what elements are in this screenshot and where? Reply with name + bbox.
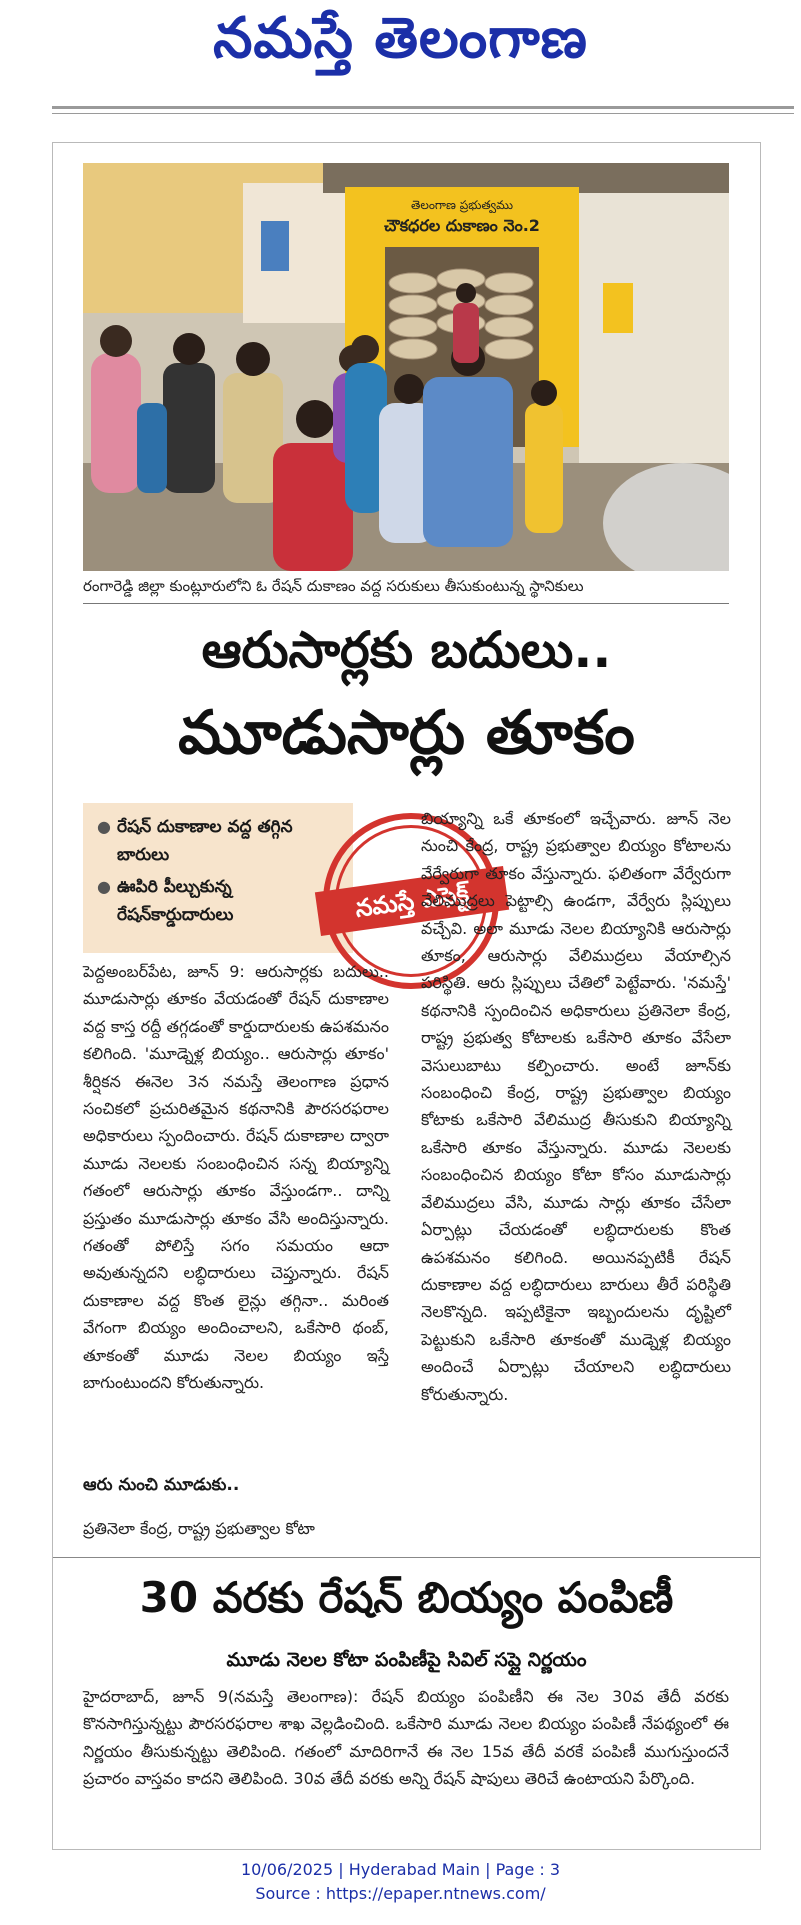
masthead-rule [52,106,794,109]
story-left-continued: ప్రతినెలా కేంద్ర, రాష్ట్ర ప్రభుత్వాల కోటా [83,1519,315,1538]
story-left-column: పెద్దఅంబర్‌పేట, జూన్ 9: ఆరుసార్లకు బదులు.. మూడుసార్లు తూకం వేయడంతో రేషన్ దుకాణాల వద్ద కాస్త రద్దీ తగ్గడంతో కార్డుదారులకు ఉపశమనం కలిగింది. 'మూడ్నెళ్ల బియ్యం.. ఆరుసార్లు తూకం' శీర్షికన ఈనెల 3న నమస్తే తెలంగాణ ప్రధాన సంచికలో ప్రచురితమైన కథనానికి పౌరసరఫరాల అధికారులు స్పందించారు. రేషన్ దుకాణాల ద్వారా మూడు నెలలకు సంబంధించిన సన్న బియ్యాన్ని గతంలో ఆరుసార్లు తూకం వేస్తుండగా.. దాన్ని ప్రస్తుతం మూడుసార్లు తూకం వేసి అందిస్తున్నారు. గతంతో పోలిస్తే సగం సమయం ఆదా అవుతున్నదని లబ్ధిదారులు చెప్తున్నారు. రేషన్ దుకాణాల వద్ద కొంత లైన్లు తగ్గినా.. మరింత వేగంగా బియ్యం అందించాలని, ఒకేసారి థంబ్, తూకంతో మూడు నెలల బియ్యం ఇస్తే బాగుంటుందని కోరుతున్నారు. [83,962,389,1393]
shop-sign-line2: చౌకధరల దుకాణం నెం.2 [384,216,540,235]
shop-sign-line1: తెలంగాణ ప్రభుత్వము [410,198,514,212]
news-photo [83,163,729,571]
story-right-column: బియ్యాన్ని ఒకే తూకంలో ఇచ్చేవారు. జూన్ నెల నుంచి కేంద్ర, రాష్ట్ర ప్రభుత్వాల బియ్యం కోటాలను వేర్వేరుగా తూకం వేస్తున్నారు. ఫలితంగా వేర్వేరుగా వేలిముద్రలు పెట్టాల్సి ఉండగా, వేర్వేరు స్లిప్పులు వచ్చేవి. అలా మూడు నెలల బియ్యానికి ఆరుసార్లు తూకం, ఆరుసార్లు వేలిముద్రలు వేయాల్సిన పరిస్థితి. ఆరు స్లిప్పులు చేతిలో పెట్టేవారు. 'నమస్తే' కథనానికి స్పందించిన అధికారులు ప్రతినెలా కేంద్ర, రాష్ట్ర ప్రభుత్వ కోటాలకు ఒకేసారి తూకం వేసేలా వెసులుబాటు కల్పించారు. అంటే జూన్‌కు సంబంధించి కేంద్ర, రాష్ట్ర ప్రభుత్వాల బియ్యం కోటాకు ఒకేసారి వేలిముద్ర తీసుకుని బియ్యాన్ని ఒకేసారి తూకం వేస్తున్నారు. మూడు నెలలకు సంబంధించిన బియ్యం కోటా కోసం మూడుసార్లు వేలిముద్రలు వేసి, మూడు సార్లు తూకం చేసేలా ఏర్పాట్లు చేయడంతో లబ్ధిదారులకు కొంత ఉపశమనం కలిగింది. అయినప్పటికీ రేషన్ దుకాణాల వద్ద లబ్ధిదారులు బారులు తీరే పరిస్థితి నెలకొన్నది. ఇప్పటికైనా ఇబ్బందులను దృష్టిలో పెట్టుకుని ఒకేసారి తూకంతో ముడ్నెళ్ల బియ్యం అందించే ఏర్పాట్లు చేయాలని లబ్ధిదారులు కోరుతున్నారు. [421,809,731,1404]
masthead-rule-thin [52,113,794,114]
highlight-item [95,873,341,929]
headline-line-1: ఆరుసార్లకు బదులు.. [201,621,612,679]
second-headline: 30 వరకు రేషన్ బియ్యం పంపిణీ [139,1573,674,1622]
masthead [0,0,801,100]
second-story-body: హైదరాబాద్, జూన్ 9(నమస్తే తెలంగాణ): రేషన్ బియ్యం పంపిణీని ఈ నెల 30వ తేదీ వరకు కొనసాగిస్తున్నట్టు పౌరసరఫరాల శాఖ వెల్లడించింది. ఒకేసారి మూడు నెలల బియ్యం పంపిణీ నేపథ్యంలో ఈ నిర్ణయం తీసుకున్నట్టు తెలిపింది. గతంలో మాదిరిగానే ఈ నెల 15వ తేదీ వరకే పంపిణీ ముగుస్తుందనే ప్రచారం వాస్తవం కాదని తెలిపింది. 30వ తేదీ వరకు అన్ని రేషన్ షాపులు తెరిచే ఉంటాయని పేర్కొంది. [83,1687,729,1789]
ration-shop-photo [83,163,729,571]
page-footer [0,1858,801,1906]
stamp-text: నమస్తే ఎఫెక్ట్ [315,866,509,936]
caption-rule [83,603,729,604]
newspaper-name: నమస్తే తెలంగాణ [213,6,588,71]
second-subheadline: మూడు నెలల కోటా పంపిణీపై సివిల్ సప్లై నిర్ణయం [226,1649,587,1671]
highlight-item [95,813,341,869]
highlight-text: రేషన్ దుకాణాల వద్ద తగ్గిన బారులు [117,817,293,865]
bullet-icon: ● [97,877,111,896]
article-frame [52,142,761,1850]
bullet-icon: ● [97,817,111,836]
headline-line-2: మూడుసార్లు తూకం [178,698,635,768]
source-link[interactable]: Source : https://epaper.ntnews.com/ [255,1884,546,1903]
photo-caption: రంగారెడ్డి జిల్లా కుంట్లూరులోని ఓ రేషన్ దుకాణం వద్ద సరుకులు తీసుకుంటున్న స్థానికులు [83,577,584,595]
highlights-box [83,803,353,953]
edition-info: 10/06/2025 | Hyderabad Main | Page : 3 [240,1860,561,1879]
highlight-text: ఊపిరి పీల్చుకున్న రేషన్‌కార్డుదారులు [117,877,234,925]
story-subhead: ఆరు నుంచి మూడుకు.. [83,1475,240,1495]
story-divider [53,1557,760,1558]
